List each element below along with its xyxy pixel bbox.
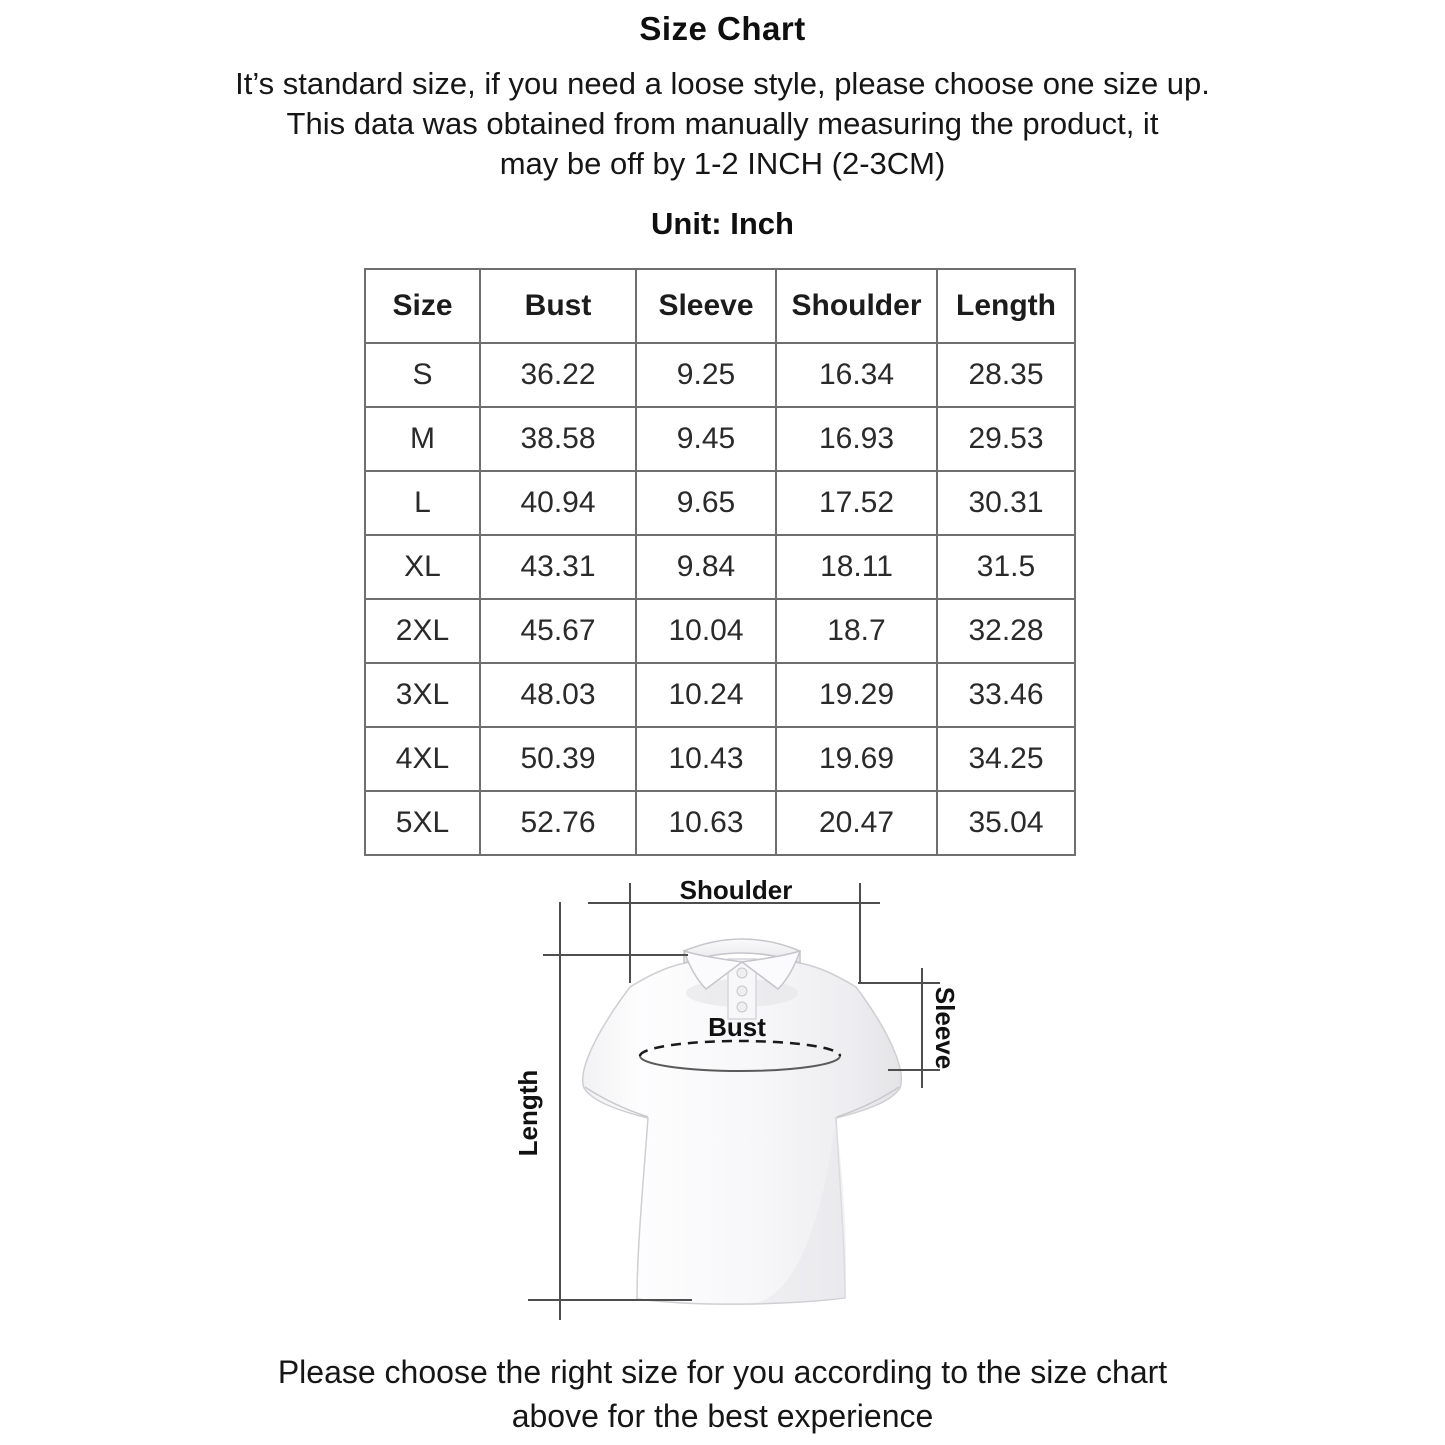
size-note-line-3: may be off by 1-2 INCH (2-3CM) bbox=[499, 146, 946, 181]
size-note-line-1: It’s standard size, if you need a loose style, please choose one size up. bbox=[235, 66, 1210, 101]
cell-length: 33.46 bbox=[937, 663, 1075, 727]
cell-size: L bbox=[365, 471, 480, 535]
shoulder-label: Shoulder bbox=[679, 875, 793, 905]
button bbox=[737, 1002, 747, 1012]
cell-shoulder: 17.52 bbox=[776, 471, 937, 535]
cell-shoulder: 18.11 bbox=[776, 535, 937, 599]
cell-length: 30.31 bbox=[937, 471, 1075, 535]
cell-length: 29.53 bbox=[937, 407, 1075, 471]
cell-sleeve: 10.63 bbox=[636, 791, 776, 855]
cell-shoulder: 19.29 bbox=[776, 663, 937, 727]
cell-shoulder: 20.47 bbox=[776, 791, 937, 855]
button bbox=[737, 986, 747, 996]
column-header-bust: Bust bbox=[480, 269, 636, 343]
cell-sleeve: 10.24 bbox=[636, 663, 776, 727]
cell-size: 3XL bbox=[365, 663, 480, 727]
cell-shoulder: 18.7 bbox=[776, 599, 937, 663]
cell-size: 2XL bbox=[365, 599, 480, 663]
cell-bust: 45.67 bbox=[480, 599, 636, 663]
cell-size: 5XL bbox=[365, 791, 480, 855]
size-note-line-2: This data was obtained from manually measuring the product, it bbox=[286, 106, 1159, 141]
column-header-size: Size bbox=[365, 269, 480, 343]
table-row bbox=[365, 343, 1075, 407]
cell-length: 32.28 bbox=[937, 599, 1075, 663]
cell-bust: 48.03 bbox=[480, 663, 636, 727]
footer-note-line-2: above for the best experience bbox=[511, 1398, 934, 1434]
table-row bbox=[365, 791, 1075, 855]
cell-bust: 40.94 bbox=[480, 471, 636, 535]
cell-bust: 43.31 bbox=[480, 535, 636, 599]
cell-size: S bbox=[365, 343, 480, 407]
cell-sleeve: 10.04 bbox=[636, 599, 776, 663]
cell-size: 4XL bbox=[365, 727, 480, 791]
cell-size: M bbox=[365, 407, 480, 471]
column-header-sleeve: Sleeve bbox=[636, 269, 776, 343]
table-row bbox=[365, 599, 1075, 663]
table-header-row bbox=[365, 269, 1075, 343]
cell-length: 35.04 bbox=[937, 791, 1075, 855]
cell-bust: 36.22 bbox=[480, 343, 636, 407]
unit-label: Unit: Inch bbox=[651, 206, 794, 241]
cell-sleeve: 9.25 bbox=[636, 343, 776, 407]
table-row bbox=[365, 471, 1075, 535]
cell-shoulder: 16.93 bbox=[776, 407, 937, 471]
size-note bbox=[0, 64, 1445, 184]
table-row bbox=[365, 663, 1075, 727]
footer-note-line-1: Please choose the right size for you according to the size chart bbox=[277, 1354, 1168, 1390]
cell-shoulder: 19.69 bbox=[776, 727, 937, 791]
column-header-length: Length bbox=[937, 269, 1075, 343]
cell-sleeve: 9.45 bbox=[636, 407, 776, 471]
cell-size: XL bbox=[365, 535, 480, 599]
polo-shirt-image bbox=[583, 939, 902, 1304]
bust-label: Bust bbox=[708, 1012, 766, 1042]
cell-sleeve: 9.65 bbox=[636, 471, 776, 535]
cell-shoulder: 16.34 bbox=[776, 343, 937, 407]
cell-length: 28.35 bbox=[937, 343, 1075, 407]
length-label: Length bbox=[513, 1069, 543, 1157]
measurement-diagram bbox=[0, 855, 1445, 1325]
cell-length: 34.25 bbox=[937, 727, 1075, 791]
table-row bbox=[365, 535, 1075, 599]
cell-bust: 38.58 bbox=[480, 407, 636, 471]
column-header-shoulder: Shoulder bbox=[776, 269, 937, 343]
cell-bust: 52.76 bbox=[480, 791, 636, 855]
table-row bbox=[365, 727, 1075, 791]
page-title: Size Chart bbox=[639, 10, 806, 47]
footer-note bbox=[0, 1350, 1445, 1438]
button bbox=[737, 968, 747, 978]
sleeve-label: Sleeve bbox=[930, 986, 960, 1070]
cell-sleeve: 9.84 bbox=[636, 535, 776, 599]
cell-sleeve: 10.43 bbox=[636, 727, 776, 791]
cell-bust: 50.39 bbox=[480, 727, 636, 791]
table-row bbox=[365, 407, 1075, 471]
size-table bbox=[364, 268, 1076, 856]
cell-length: 31.5 bbox=[937, 535, 1075, 599]
